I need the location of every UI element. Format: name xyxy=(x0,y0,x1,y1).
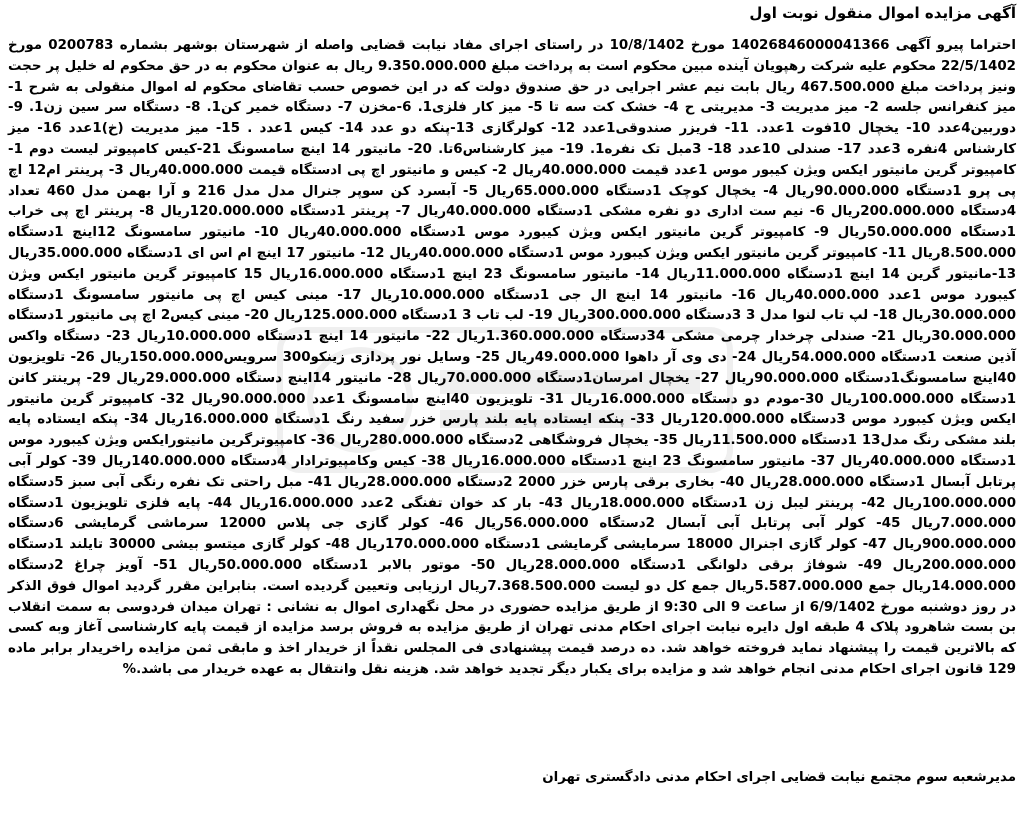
notice-signature: مدیرشعبه سوم مجتمع نیابت قضایی اجرای احکام مدنی دادگستری تهران xyxy=(542,770,1016,785)
notice-title: آگهی مزایده اموال منقول نوبت اول xyxy=(749,4,1016,22)
notice-body: احتراما پیرو آگهی 14026846000041366 مورخ 10/8/1402 در راستای اجرای مفاد نیابت قضایی واصله از شهرستان بوشهر بشماره 0200783 مورخ 22/5/1402 محکوم علیه شرکت رهپویان آینده مبین محکوم است به پرداخت مبلغ 9.350.000.000 ریال به عنوان محکوم به در حق محکوم له خلیل پر حجت ونیز پرداخت مبلغ 467.500.000 ریال بابت نیم عشر اجرایی در حق صندوق دولت که در این خصوص حسب تقاضای محکوم له اموال منقولی به شرح 1- میز کنفرانس جلسه 2- میز مدیریت 3- مدیریتی ح 4- خشک کت سه تا 5- میز کار فلزی1. 6-مخزن 7- دستگاه خمیر کن1. 8- دستگاه سر سین زن1. 9- دوربین4عدد 10- یخچال 10فوت 1عدد. 11- فریزر صندوقی1عدد 12- کولرگازی 13-پنکه دو عدد 14- کیس 1عدد . 15- میز مدیریت (خ)1عدد 16- میز کارشناس 4نفره 3عدد 17- صندلی 10عدد 18- 3مبل تک نفره1. 19- میز کارشناس6تا. 20- مانیتور 14 اینچ سامسونگ 21-کیس کامپیوتر لیست دوم 1- کامپیوتر گرین مانیتور ایکس ویژن کیبور موس 1عدد قیمت 40.000.000ریال 2- کیس و مانیتور اچ پی ادستگاه قیمت 40.000.000ریال 3- پرینتر ام12 اچ پی پرو 1دستگاه 90.000.000ریال 4- یخچال کوچک 1دستگاه 65.000.000ریال 5- آبسرد کن سوپر جنرال مدل مدل 216 و آرا بهمن مدل 460 تعداد 4دستگاه 200.000.000ریال 6- نیم ست اداری دو نفره مشکی 1دستگاه 40.000.000ریال 7- پرینتر 1دستگاه 120.000.000ریال 8- پرینتر اچ پی خراب 1دستگاه 50.000.000ریال 9- کامپیوتر گرین مانیتور ایکس ویژن کیبورد موس 1دستگاه 40.000.000ریال 10- مانیتور سامسونگ 12اینچ 1دستگاه 8.500.000ریال 11- کامپیوتر گرین مانیتور ایکس ویژن کیبورد موس 1دستگاه 40.000.000ریال 12- مانیتور 17 اینچ ام اس ای 1دستگاه 35.000.000ریال 13-مانیتور گرین 14 اینچ 1دستگاه 11.000.000ریال 14- مانیتور سامسونگ 23 اینچ 1دستگاه 16.000.000ریال 15 کامپیوتر گرین مانیتور ایکس ویژن کیبورد موس 1عدد 40.000.000ریال 16- مانیتور 14 اینچ ال جی 1دستگاه 10.000.000ریال 17- مینی کیس اچ پی مانیتور سامسونگ 1دستگاه 30.000.000ریال 18- لپ تاب لنوا مدل 3 3دستگاه 300.000.000ریال 19- لب تاب 3 1دستگاه 125.000.000ریال 20- مینی کیس2 اچ پی مانیتور 1دستگاه 30.000.000ریال 21- صندلی چرخدار چرمی مشکی 34دستگاه 1.360.000.000ریال 22- مانیتور 14 اینچ 1دستگاه 10.000.000ریال 23- دستگاه واکس آذین صنعت 1دستگاه 54.000.000ریال 24- دی وی آر داهوا 49.000.000ریال 25- وسایل نور پردازی زینکو300 سرویس150.000.000ریال 26- تلویزیون 40اینچ سامسونگ1دستگاه 90.000.000ریال 27- یخچال امرسان1دستگاه 70.000.000ریال 28- مانیتور 14اینچ دستگاه 29.000.000ریال 29- پرینتر کانن 1دستگاه 100.000.000ریال 30-مودم دو دستگاه 16.000.000ریال 31- تلویزیون 40اینچ سامسونگ 1عدد 90.000.000ریال 32- کامپیوتر گرین مانیتور ایکس ویژن کیبورد موس 3دستگاه 120.000.000ریال 33- پنکه ایستاده پایه بلند پارس خزر سفید رنگ 1دستگاه 16.000.000ریال 34- پنکه ایستاده پایه بلند مشکی رنگ مدل13 1دستگاه 11.500.000ریال 35- یخچال فروشگاهی 2دستگاه 280.000.000ریال 36- کامپیوترگرین مانیتورایکس ویژن کیبورد موس 1دستگاه 40.000.000ریال 37- مانیتور سامسونگ 23 اینچ 1دستگاه 16.000.000ریال 38- کیس وکامپیوترادار 4دستگاه 140.000.000ریال 39- کولر آبی پرتابل آبسال 1دستگاه 28.000.000ریال 40- بخاری برقی پارس خزر 2000 2دستگاه 28.000.000ریال 41- مبل راحتی تک نفره رنگی آبی سبز 5دستگاه 100.000.000ریال 42- پرینتر لیبل زن 1دستگاه 18.000.000ریال 43- بار کد خوان تفنگی 2عدد 16.000.000ریال 44- پایه فلزی تلویزیون 1دستگاه 7.000.000ریال 45- کولر آبی پرتابل آبی آبسال 2دستگاه 56.000.000ریال 46- کولر گازی جی پلاس 12000 سرماشی گرمایشی 6دستگاه 900.000.000ریال 47- کولر گازی اجنرال 18000 سرمایشی گرمایشی 1دستگاه 170.000.000ریال 48- کولر گازی میتسو بیشی 30000 تایلند 1دستگاه 200.000.000ریال 49- شوفاژ برقی دلوانگی 1دستگاه 28.000.000ریال 50- موتور بالابر 1دستگاه 50.000.000ریال 51- آویز چراغ 2دستگاه 14.000.000ریال جمع 5.587.000.000ریال جمع کل دو لیست 7.368.500.000ریال ارزیابی وتعیین گردیده است. بنابراین مقرر گردید اموال فوق الذکر در روز دوشنبه مورخ 6/9/1402 از ساعت 9 الی 9:30 از طریق مزایده حضوری در محل نگهداری اموال به نشانی : تهران میدان فردوسی به سمت انقلاب بن بست شاهرود پلاک 4 طبقه اول دایره نیابت اجرای احکام مدنی تهران از طریق مزایده به فروش برسد مزایده از قیمت پایه کارشناسی آغاز وبه کسی که بالاترین قیمت را پیشنهاد نماید فروخته خواهد شد. ده درصد قیمت پیشنهادی فی المجلس نقداً از خریدار اخذ و مابقی ثمن مزایده راخریدار برابر ماده 129 قانون اجرای احکام مدنی انجام خواهد شد و مزایده برای یکبار دیگر تجدید خواهد شد. هزینه نقل وانتقال به عهده خریدار می باشد.% xyxy=(8,38,1017,677)
